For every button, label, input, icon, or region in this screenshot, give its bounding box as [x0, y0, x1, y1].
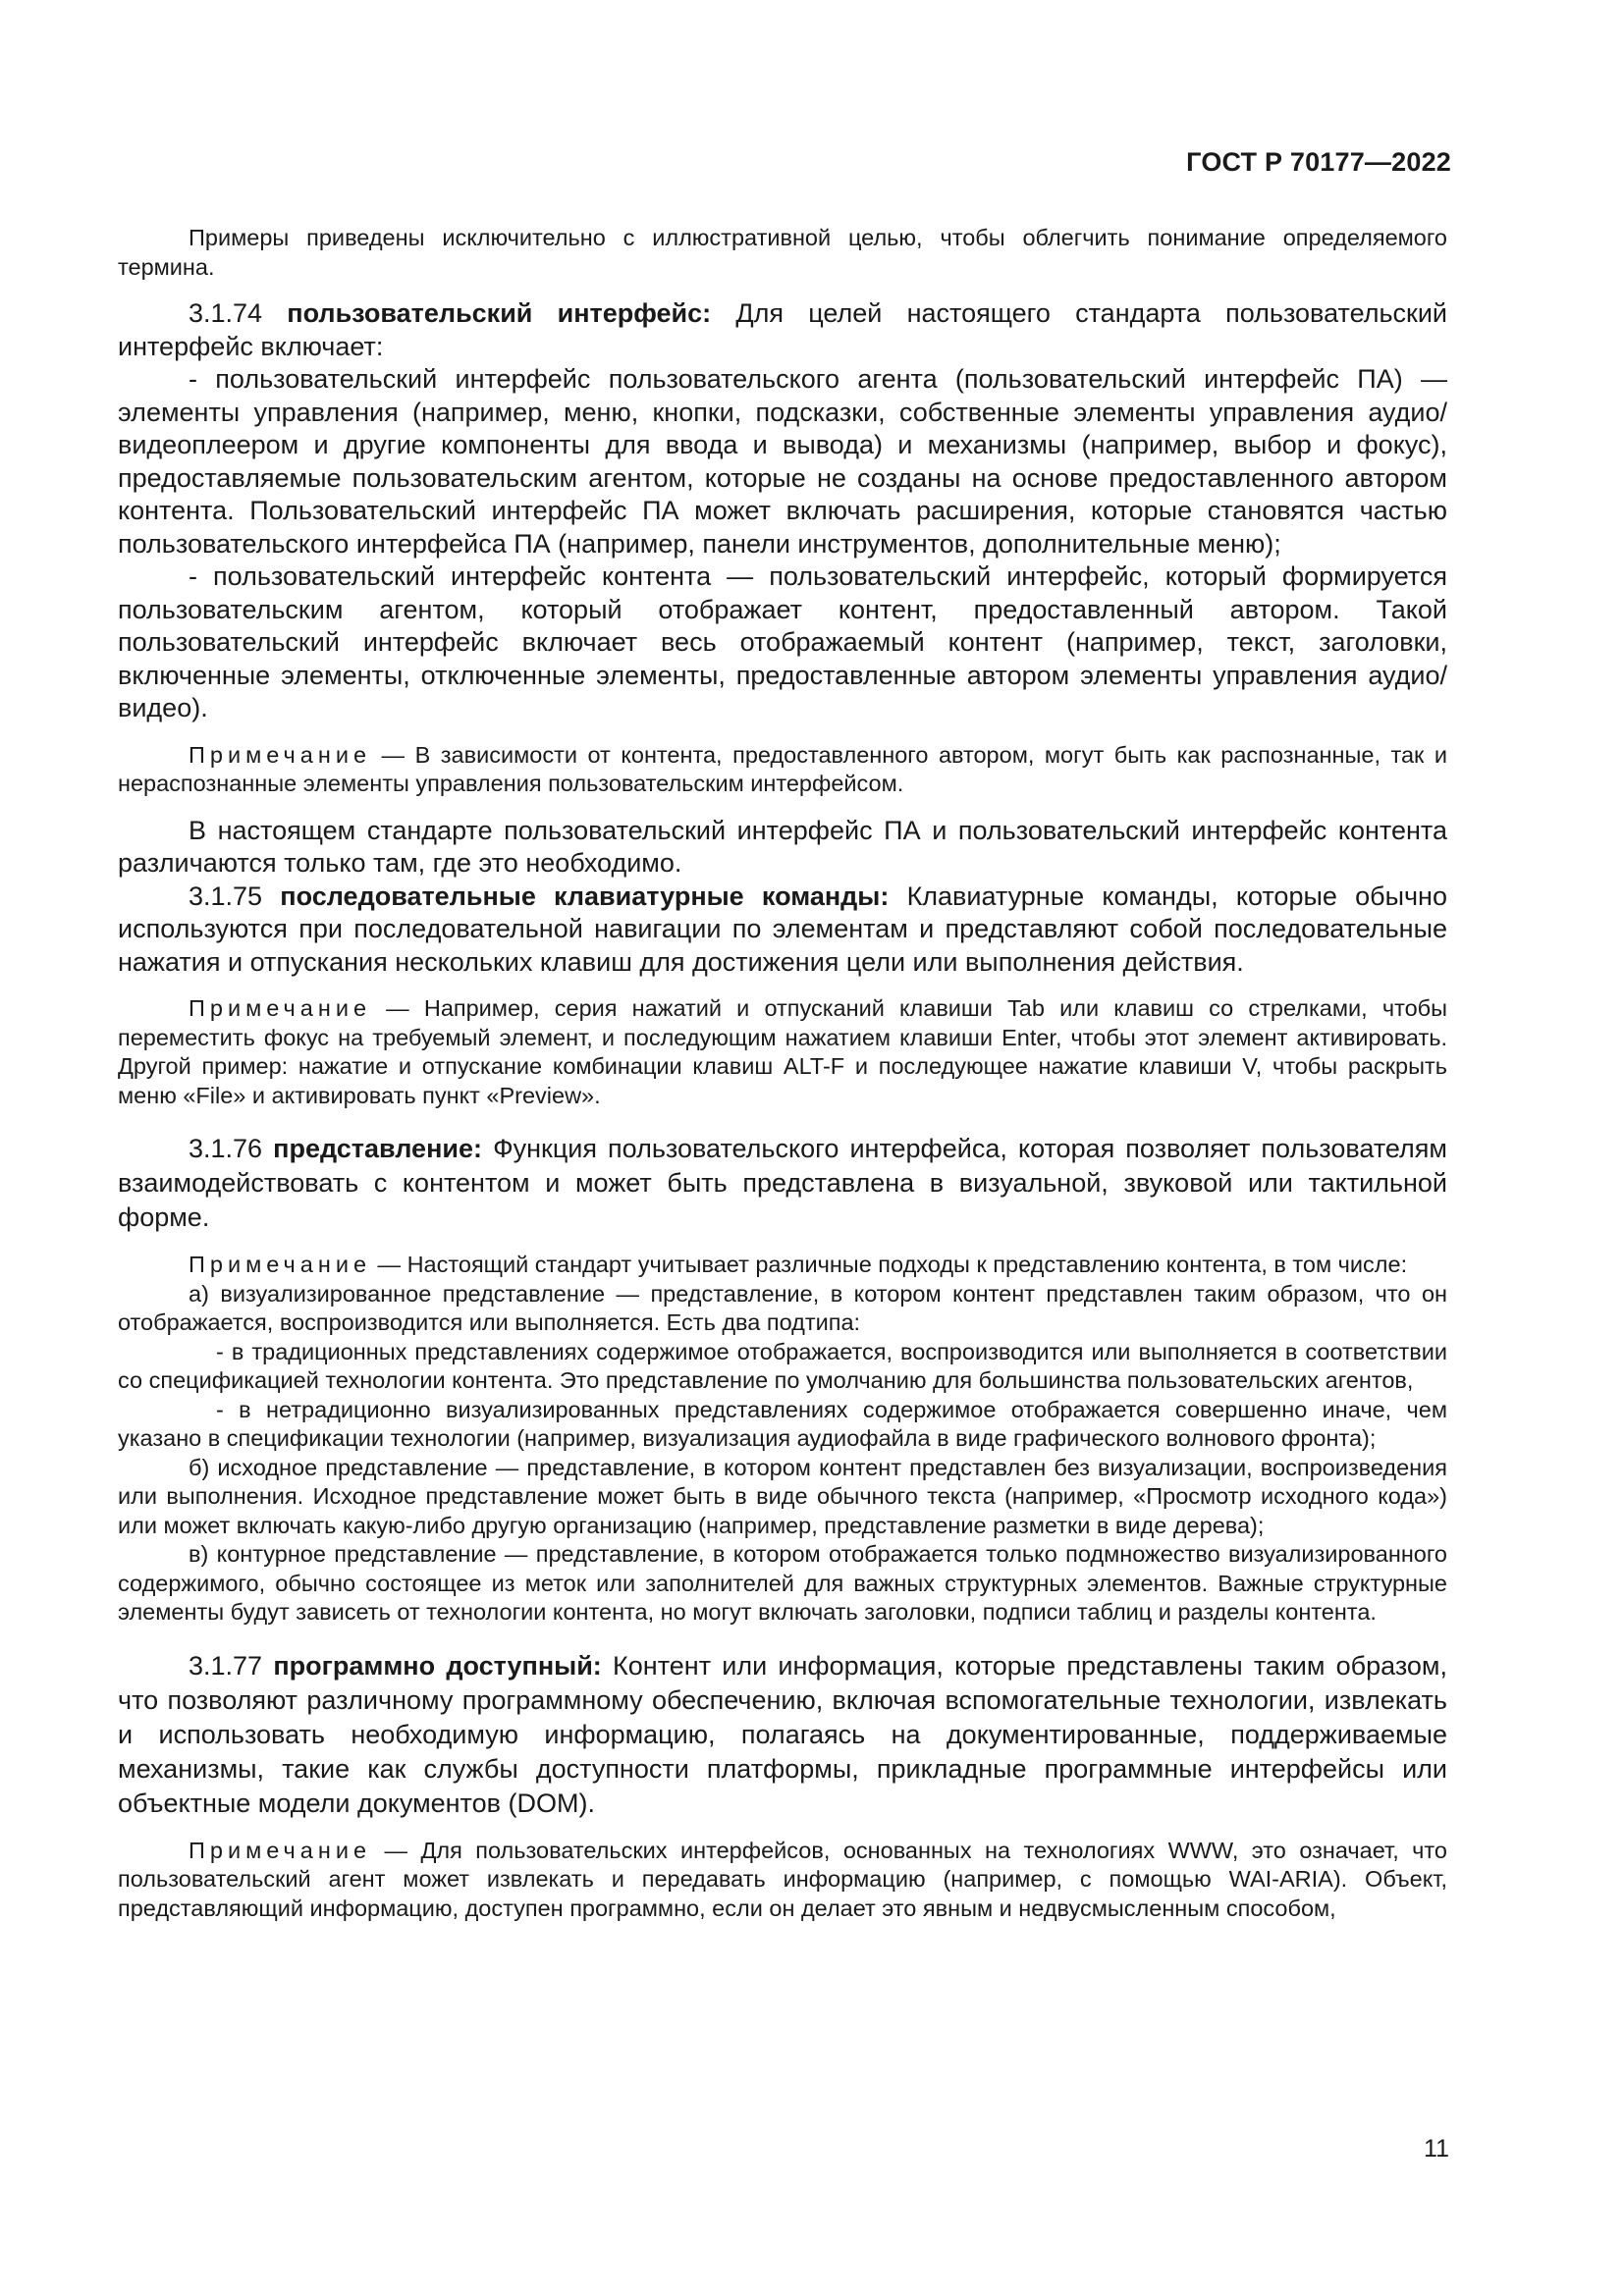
list-item: - в нетрадиционно визуализированных представлениях содержимое отображается совершенно иначе, чем указано в спецификации технологии (например, визуализация аудиофайла в виде графического волнового фронта); [118, 1396, 1447, 1451]
list-item: - пользовательский интерфейс контента — пользовательский интерфейс, который формируется пользовательским агентом, который отображает контент, предоставленный автором. Такой пользовательский интерфейс включает весь отображаемый контент (например, текст, заголовки, включенные элементы, отключенные элементы, предоставленные автором элементы управления аудио/видео). [118, 561, 1447, 722]
list-item: в) контурное представление — представление, в котором отображается только подмножество визуализированного содержимого, обычно состоящее из меток или заполнителей для важных структурных элементов. Важные структурные элементы будут зависеть от технологии контента, но могут включать заголовки, подписи таблиц и разделы контента. [118, 1541, 1447, 1625]
term-definition: Контент или информация, которые представлены таким образом, что позволяют различному программному обеспечению, включая вспомогательные технологии, извлекать и использовать необходимую информацию, полагаясь на документированные, поддерживаемые механизмы, такие как службы доступности платформы, прикладные программные интерфейсы или объектные модели документов (DOM). [118, 1650, 1447, 1818]
note-text: — Настоящий стандарт учитывает различные подходы к представлению контента, в том числе: [371, 1252, 1408, 1277]
list-item: - пользовательский интерфейс пользовательского агента (пользовательский интерфейс ПА) — элементы управления (например, меню, кнопки, подсказки, собственные элементы управления аудио/видеоплеером и другие компоненты для ввода и вывода) и механизмы (например, выбор и фокус), предоставляемые пользовательским агентом, которые не созданы на основе предоставленного автором контента. Пользовательский интерфейс ПА может включать расширения, которые становятся частью пользовательского интерфейса ПА (например, панели инструментов, дополнительные меню); [118, 364, 1447, 559]
paragraph: В настоящем стандарте пользовательский интерфейс ПА и пользовательский интерфейс контента различаются только там, где это необходимо. [118, 815, 1447, 878]
term-3-1-76 [118, 1132, 1447, 1235]
term-title: последовательные клавиатурные команды: [280, 881, 890, 911]
page-number: 11 [1424, 2135, 1449, 2163]
term-number: 3.1.74 [189, 298, 263, 328]
term-definition: Функция пользовательского интерфейса, которая позволяет пользователям взаимодействовать с контентом и может быть представлена в визуальной, звуковой или тактильной форме. [118, 1134, 1447, 1232]
list-item: - в традиционных представлениях содержимое отображается, воспроизводится или выполняется в соответствии со спецификацией технологии контента. Это представление по умолчанию для большинства пользовательских агентов, [118, 1338, 1447, 1393]
term-title: пользовательский интерфейс: [287, 298, 712, 328]
page-content [118, 224, 1447, 1923]
note [118, 1251, 1447, 1280]
note-text: — Для пользовательских интерфейсов, основанных на технологиях WWW, это означает, что пользовательский агент может извлекать и передавать информацию (например, с помощью WAI-ARIA). Объект, представляющий информацию, доступен программно, если он делает это явным и недвусмысленным способом, [118, 1837, 1447, 1921]
intro-note: Примеры приведены исключительно с иллюстративной целью, чтобы облегчить понимание определяемого термина. [118, 225, 1447, 280]
term-number: 3.1.77 [189, 1650, 263, 1681]
term-3-1-74 [118, 297, 1447, 363]
note-text: — Например, серия нажатий и отпусканий клавиши Tab или клавиш со стрелками, чтобы переместить фокус на требуемый элемент, и последующим нажатием клавиши Enter, чтобы этот элемент активировать. Другой пример: нажатие и отпускание комбинации клавиш ALT-F и последующее нажатие клавиши V, чтобы раскрыть меню «File» и активировать пункт «Preview». [118, 995, 1447, 1108]
list-item: б) исходное представление — представление, в котором контент представлен без визуализации, воспроизведения или выполнения. Исходное представление может быть в виде обычного текста (например, «Просмотр исходного кода») или может включать какую-либо другую организацию (например, представление разметки в виде дерева); [118, 1454, 1447, 1538]
standard-header: ГОСТ Р 70177—2022 [1186, 147, 1451, 177]
note-label: Примечание [189, 1252, 372, 1277]
note-label: Примечание [189, 741, 372, 768]
list-item: а) визуализированное представление — представление, в котором контент представлен таким образом, что он отображается, воспроизводится или выполняется. Есть два подтипа: [118, 1280, 1447, 1335]
term-definition: Для целей настоящего стандарта пользовательский интерфейс включает: [118, 298, 1447, 361]
term-number: 3.1.76 [189, 1134, 263, 1163]
note-text: — В зависимости от контента, предоставленного автором, могут быть как распознанные, так и нераспознанные элементы управления пользовательским интерфейсом. [118, 741, 1447, 796]
note [118, 994, 1447, 1110]
term-3-1-75 [118, 881, 1447, 980]
note-label: Примечание [189, 1837, 372, 1863]
note-label: Примечание [189, 995, 372, 1021]
term-title: представление: [273, 1134, 482, 1163]
term-definition: Клавиатурные команды, которые обычно используются при последовательной навигации по элементам и представляют собой последовательные нажатия и отпускания нескольких клавиш для достижения цели или выполнения действия. [118, 881, 1447, 977]
term-title: программно доступный: [273, 1650, 602, 1681]
note [118, 1837, 1447, 1924]
term-number: 3.1.75 [189, 881, 263, 911]
note [118, 741, 1447, 799]
term-3-1-77 [118, 1649, 1447, 1821]
